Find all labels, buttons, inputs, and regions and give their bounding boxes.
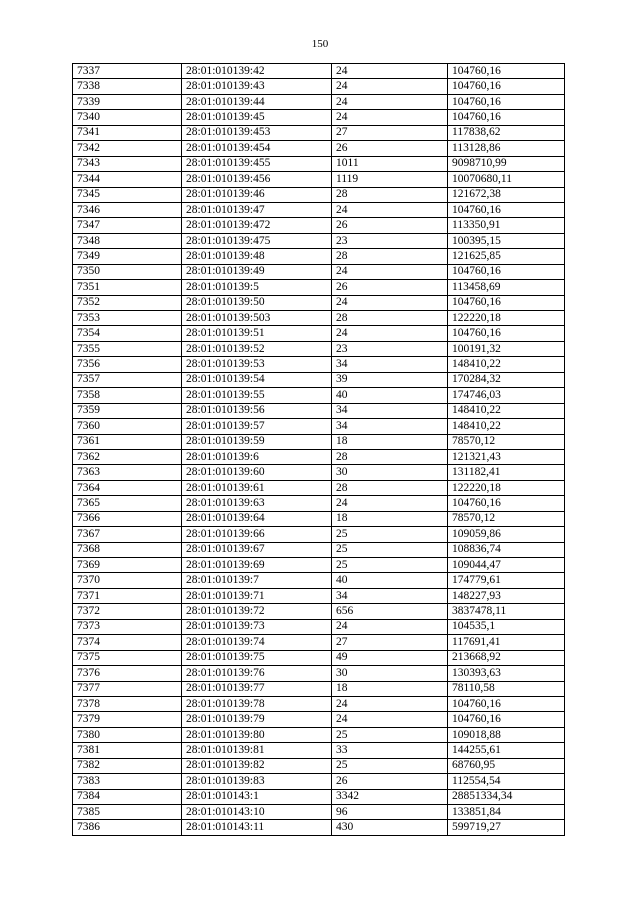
- area-cell: 26: [332, 218, 448, 233]
- value-cell: 100395,15: [448, 233, 565, 248]
- area-cell: 49: [332, 650, 448, 665]
- area-cell: 24: [332, 202, 448, 217]
- area-cell: 18: [332, 681, 448, 696]
- value-cell: 104760,16: [448, 94, 565, 109]
- area-cell: 430: [332, 820, 448, 835]
- value-cell: 109059,86: [448, 527, 565, 542]
- cadastral-number-cell: 28:01:010139:454: [182, 141, 332, 156]
- table-row: [73, 202, 565, 217]
- cadastral-number-cell: 28:01:010139:48: [182, 249, 332, 264]
- cadastral-number-cell: 28:01:010139:472: [182, 218, 332, 233]
- area-cell: 23: [332, 233, 448, 248]
- area-cell: 24: [332, 496, 448, 511]
- cadastral-number-cell: 28:01:010139:69: [182, 558, 332, 573]
- row-number-cell: 7378: [73, 696, 182, 711]
- cadastral-number-cell: 28:01:010139:42: [182, 64, 332, 79]
- row-number-cell: 7383: [73, 774, 182, 789]
- value-cell: 121672,38: [448, 187, 565, 202]
- cadastral-number-cell: 28:01:010139:77: [182, 681, 332, 696]
- table-row: [73, 588, 565, 603]
- value-cell: 113128,86: [448, 141, 565, 156]
- table-row: [73, 635, 565, 650]
- row-number-cell: 7372: [73, 604, 182, 619]
- row-number-cell: 7376: [73, 666, 182, 681]
- value-cell: 78110,58: [448, 681, 565, 696]
- cadastral-number-cell: 28:01:010139:66: [182, 527, 332, 542]
- area-cell: 28: [332, 311, 448, 326]
- value-cell: 104760,16: [448, 202, 565, 217]
- row-number-cell: 7380: [73, 727, 182, 742]
- area-cell: 39: [332, 372, 448, 387]
- table-row: [73, 727, 565, 742]
- table-row: [73, 743, 565, 758]
- area-cell: 34: [332, 419, 448, 434]
- value-cell: 104760,16: [448, 326, 565, 341]
- value-cell: 121625,85: [448, 249, 565, 264]
- area-cell: 25: [332, 727, 448, 742]
- row-number-cell: 7347: [73, 218, 182, 233]
- area-cell: 24: [332, 326, 448, 341]
- cadastral-number-cell: 28:01:010139:72: [182, 604, 332, 619]
- row-number-cell: 7358: [73, 388, 182, 403]
- row-number-cell: 7386: [73, 820, 182, 835]
- row-number-cell: 7366: [73, 511, 182, 526]
- value-cell: 104760,16: [448, 64, 565, 79]
- cadastral-number-cell: 28:01:010139:49: [182, 264, 332, 279]
- cadastral-number-cell: 28:01:010139:71: [182, 588, 332, 603]
- value-cell: 28851334,34: [448, 789, 565, 804]
- cadastral-number-cell: 28:01:010139:455: [182, 156, 332, 171]
- table-row: [73, 125, 565, 140]
- cadastral-number-cell: 28:01:010139:60: [182, 465, 332, 480]
- value-cell: 170284,32: [448, 372, 565, 387]
- row-number-cell: 7360: [73, 419, 182, 434]
- cadastral-number-cell: 28:01:010139:61: [182, 480, 332, 495]
- cadastral-number-cell: 28:01:010139:43: [182, 79, 332, 94]
- area-cell: 24: [332, 79, 448, 94]
- value-cell: 599719,27: [448, 820, 565, 835]
- area-cell: 34: [332, 403, 448, 418]
- value-cell: 104760,16: [448, 295, 565, 310]
- value-cell: 78570,12: [448, 511, 565, 526]
- area-cell: 26: [332, 141, 448, 156]
- row-number-cell: 7339: [73, 94, 182, 109]
- value-cell: 148410,22: [448, 403, 565, 418]
- row-number-cell: 7384: [73, 789, 182, 804]
- row-number-cell: 7340: [73, 110, 182, 125]
- cadastral-number-cell: 28:01:010139:53: [182, 357, 332, 372]
- row-number-cell: 7338: [73, 79, 182, 94]
- value-cell: 148410,22: [448, 419, 565, 434]
- value-cell: 108836,74: [448, 542, 565, 557]
- area-cell: 27: [332, 125, 448, 140]
- cadastral-number-cell: 28:01:010139:50: [182, 295, 332, 310]
- cadastral-number-cell: 28:01:010139:75: [182, 650, 332, 665]
- cadastral-number-cell: 28:01:010139:79: [182, 712, 332, 727]
- table-row: [73, 774, 565, 789]
- value-cell: 104760,16: [448, 110, 565, 125]
- area-cell: 28: [332, 249, 448, 264]
- area-cell: 34: [332, 588, 448, 603]
- value-cell: 117691,41: [448, 635, 565, 650]
- area-cell: 18: [332, 434, 448, 449]
- table-row: [73, 604, 565, 619]
- table-row: [73, 712, 565, 727]
- value-cell: 10070680,11: [448, 172, 565, 187]
- cadastral-number-cell: 28:01:010143:1: [182, 789, 332, 804]
- area-cell: 34: [332, 357, 448, 372]
- area-cell: 25: [332, 527, 448, 542]
- value-cell: 104760,16: [448, 696, 565, 711]
- row-number-cell: 7361: [73, 434, 182, 449]
- area-cell: 23: [332, 341, 448, 356]
- cadastral-number-cell: 28:01:010143:11: [182, 820, 332, 835]
- table-row: [73, 187, 565, 202]
- table-body: [73, 64, 565, 836]
- area-cell: 28: [332, 480, 448, 495]
- cadastral-number-cell: 28:01:010139:63: [182, 496, 332, 511]
- value-cell: 104760,16: [448, 712, 565, 727]
- value-cell: 68760,95: [448, 758, 565, 773]
- row-number-cell: 7343: [73, 156, 182, 171]
- row-number-cell: 7364: [73, 480, 182, 495]
- table-row: [73, 480, 565, 495]
- row-number-cell: 7346: [73, 202, 182, 217]
- data-table: [72, 63, 565, 836]
- row-number-cell: 7344: [73, 172, 182, 187]
- row-number-cell: 7371: [73, 588, 182, 603]
- cadastral-number-cell: 28:01:010139:47: [182, 202, 332, 217]
- area-cell: 28: [332, 187, 448, 202]
- row-number-cell: 7357: [73, 372, 182, 387]
- row-number-cell: 7370: [73, 573, 182, 588]
- value-cell: 131182,41: [448, 465, 565, 480]
- row-number-cell: 7345: [73, 187, 182, 202]
- table-row: [73, 156, 565, 171]
- cadastral-number-cell: 28:01:010139:6: [182, 449, 332, 464]
- cadastral-number-cell: 28:01:010139:453: [182, 125, 332, 140]
- cadastral-number-cell: 28:01:010139:59: [182, 434, 332, 449]
- area-cell: 656: [332, 604, 448, 619]
- value-cell: 100191,32: [448, 341, 565, 356]
- table-row: [73, 527, 565, 542]
- table-row: [73, 650, 565, 665]
- row-number-cell: 7363: [73, 465, 182, 480]
- area-cell: 33: [332, 743, 448, 758]
- cadastral-number-cell: 28:01:010139:74: [182, 635, 332, 650]
- value-cell: 121321,43: [448, 449, 565, 464]
- area-cell: 40: [332, 388, 448, 403]
- area-cell: 96: [332, 805, 448, 820]
- row-number-cell: 7367: [73, 527, 182, 542]
- table-row: [73, 619, 565, 634]
- row-number-cell: 7359: [73, 403, 182, 418]
- value-cell: 3837478,11: [448, 604, 565, 619]
- row-number-cell: 7356: [73, 357, 182, 372]
- table-row: [73, 573, 565, 588]
- row-number-cell: 7352: [73, 295, 182, 310]
- value-cell: 104760,16: [448, 264, 565, 279]
- table-row: [73, 249, 565, 264]
- value-cell: 133851,84: [448, 805, 565, 820]
- table-row: [73, 758, 565, 773]
- table-row: [73, 789, 565, 804]
- value-cell: 113458,69: [448, 280, 565, 295]
- cadastral-number-cell: 28:01:010139:44: [182, 94, 332, 109]
- area-cell: 24: [332, 64, 448, 79]
- cadastral-number-cell: 28:01:010139:5: [182, 280, 332, 295]
- cadastral-number-cell: 28:01:010139:55: [182, 388, 332, 403]
- cadastral-number-cell: 28:01:010139:67: [182, 542, 332, 557]
- table-row: [73, 64, 565, 79]
- value-cell: 78570,12: [448, 434, 565, 449]
- table-row: [73, 696, 565, 711]
- row-number-cell: 7379: [73, 712, 182, 727]
- row-number-cell: 7341: [73, 125, 182, 140]
- cadastral-number-cell: 28:01:010139:56: [182, 403, 332, 418]
- value-cell: 122220,18: [448, 311, 565, 326]
- value-cell: 113350,91: [448, 218, 565, 233]
- area-cell: 25: [332, 558, 448, 573]
- row-number-cell: 7349: [73, 249, 182, 264]
- table-row: [73, 558, 565, 573]
- value-cell: 109044,47: [448, 558, 565, 573]
- row-number-cell: 7353: [73, 311, 182, 326]
- area-cell: 30: [332, 465, 448, 480]
- cadastral-number-cell: 28:01:010139:51: [182, 326, 332, 341]
- row-number-cell: 7385: [73, 805, 182, 820]
- table-row: [73, 449, 565, 464]
- area-cell: 30: [332, 666, 448, 681]
- row-number-cell: 7369: [73, 558, 182, 573]
- table-row: [73, 820, 565, 835]
- table-row: [73, 465, 565, 480]
- area-cell: 24: [332, 696, 448, 711]
- cadastral-number-cell: 28:01:010139:54: [182, 372, 332, 387]
- table-row: [73, 295, 565, 310]
- cadastral-number-cell: 28:01:010139:73: [182, 619, 332, 634]
- value-cell: 148227,93: [448, 588, 565, 603]
- area-cell: 26: [332, 280, 448, 295]
- table-row: [73, 79, 565, 94]
- cadastral-number-cell: 28:01:010139:76: [182, 666, 332, 681]
- value-cell: 104760,16: [448, 79, 565, 94]
- table-row: [73, 357, 565, 372]
- area-cell: 1011: [332, 156, 448, 171]
- row-number-cell: 7374: [73, 635, 182, 650]
- row-number-cell: 7362: [73, 449, 182, 464]
- value-cell: 213668,92: [448, 650, 565, 665]
- value-cell: 130393,63: [448, 666, 565, 681]
- table-row: [73, 141, 565, 156]
- table-row: [73, 326, 565, 341]
- area-cell: 24: [332, 110, 448, 125]
- area-cell: 18: [332, 511, 448, 526]
- value-cell: 104760,16: [448, 496, 565, 511]
- row-number-cell: 7354: [73, 326, 182, 341]
- area-cell: 24: [332, 295, 448, 310]
- area-cell: 28: [332, 449, 448, 464]
- area-cell: 27: [332, 635, 448, 650]
- table-row: [73, 403, 565, 418]
- value-cell: 174746,03: [448, 388, 565, 403]
- row-number-cell: 7348: [73, 233, 182, 248]
- area-cell: 3342: [332, 789, 448, 804]
- table-row: [73, 218, 565, 233]
- table-row: [73, 511, 565, 526]
- cadastral-number-cell: 28:01:010139:64: [182, 511, 332, 526]
- row-number-cell: 7342: [73, 141, 182, 156]
- cadastral-number-cell: 28:01:010139:456: [182, 172, 332, 187]
- table-row: [73, 280, 565, 295]
- table-row: [73, 805, 565, 820]
- table-row: [73, 681, 565, 696]
- table-row: [73, 388, 565, 403]
- area-cell: 24: [332, 264, 448, 279]
- value-cell: 148410,22: [448, 357, 565, 372]
- cadastral-number-cell: 28:01:010139:57: [182, 419, 332, 434]
- cadastral-number-cell: 28:01:010139:83: [182, 774, 332, 789]
- row-number-cell: 7368: [73, 542, 182, 557]
- value-cell: 112554,54: [448, 774, 565, 789]
- area-cell: 25: [332, 758, 448, 773]
- cadastral-number-cell: 28:01:010139:80: [182, 727, 332, 742]
- cadastral-number-cell: 28:01:010139:78: [182, 696, 332, 711]
- cadastral-number-cell: 28:01:010143:10: [182, 805, 332, 820]
- row-number-cell: 7377: [73, 681, 182, 696]
- table-row: [73, 496, 565, 511]
- table-row: [73, 110, 565, 125]
- area-cell: 24: [332, 712, 448, 727]
- value-cell: 144255,61: [448, 743, 565, 758]
- cadastral-number-cell: 28:01:010139:81: [182, 743, 332, 758]
- table-row: [73, 172, 565, 187]
- row-number-cell: 7351: [73, 280, 182, 295]
- area-cell: 24: [332, 619, 448, 634]
- row-number-cell: 7381: [73, 743, 182, 758]
- page-number: 150: [311, 38, 329, 50]
- table-row: [73, 542, 565, 557]
- cadastral-number-cell: 28:01:010139:52: [182, 341, 332, 356]
- table-row: [73, 372, 565, 387]
- table-row: [73, 341, 565, 356]
- cadastral-number-cell: 28:01:010139:503: [182, 311, 332, 326]
- value-cell: 109018,88: [448, 727, 565, 742]
- cadastral-number-cell: 28:01:010139:82: [182, 758, 332, 773]
- row-number-cell: 7337: [73, 64, 182, 79]
- table-row: [73, 419, 565, 434]
- value-cell: 9098710,99: [448, 156, 565, 171]
- area-cell: 24: [332, 94, 448, 109]
- cadastral-number-cell: 28:01:010139:7: [182, 573, 332, 588]
- cadastral-number-cell: 28:01:010139:45: [182, 110, 332, 125]
- area-cell: 1119: [332, 172, 448, 187]
- table-row: [73, 94, 565, 109]
- table-row: [73, 666, 565, 681]
- table-row: [73, 311, 565, 326]
- area-cell: 40: [332, 573, 448, 588]
- row-number-cell: 7350: [73, 264, 182, 279]
- table-row: [73, 434, 565, 449]
- area-cell: 26: [332, 774, 448, 789]
- value-cell: 104535,1: [448, 619, 565, 634]
- row-number-cell: 7365: [73, 496, 182, 511]
- row-number-cell: 7355: [73, 341, 182, 356]
- cadastral-number-cell: 28:01:010139:475: [182, 233, 332, 248]
- row-number-cell: 7375: [73, 650, 182, 665]
- value-cell: 122220,18: [448, 480, 565, 495]
- area-cell: 25: [332, 542, 448, 557]
- table-row: [73, 264, 565, 279]
- value-cell: 117838,62: [448, 125, 565, 140]
- table-row: [73, 233, 565, 248]
- value-cell: 174779,61: [448, 573, 565, 588]
- row-number-cell: 7382: [73, 758, 182, 773]
- row-number-cell: 7373: [73, 619, 182, 634]
- cadastral-number-cell: 28:01:010139:46: [182, 187, 332, 202]
